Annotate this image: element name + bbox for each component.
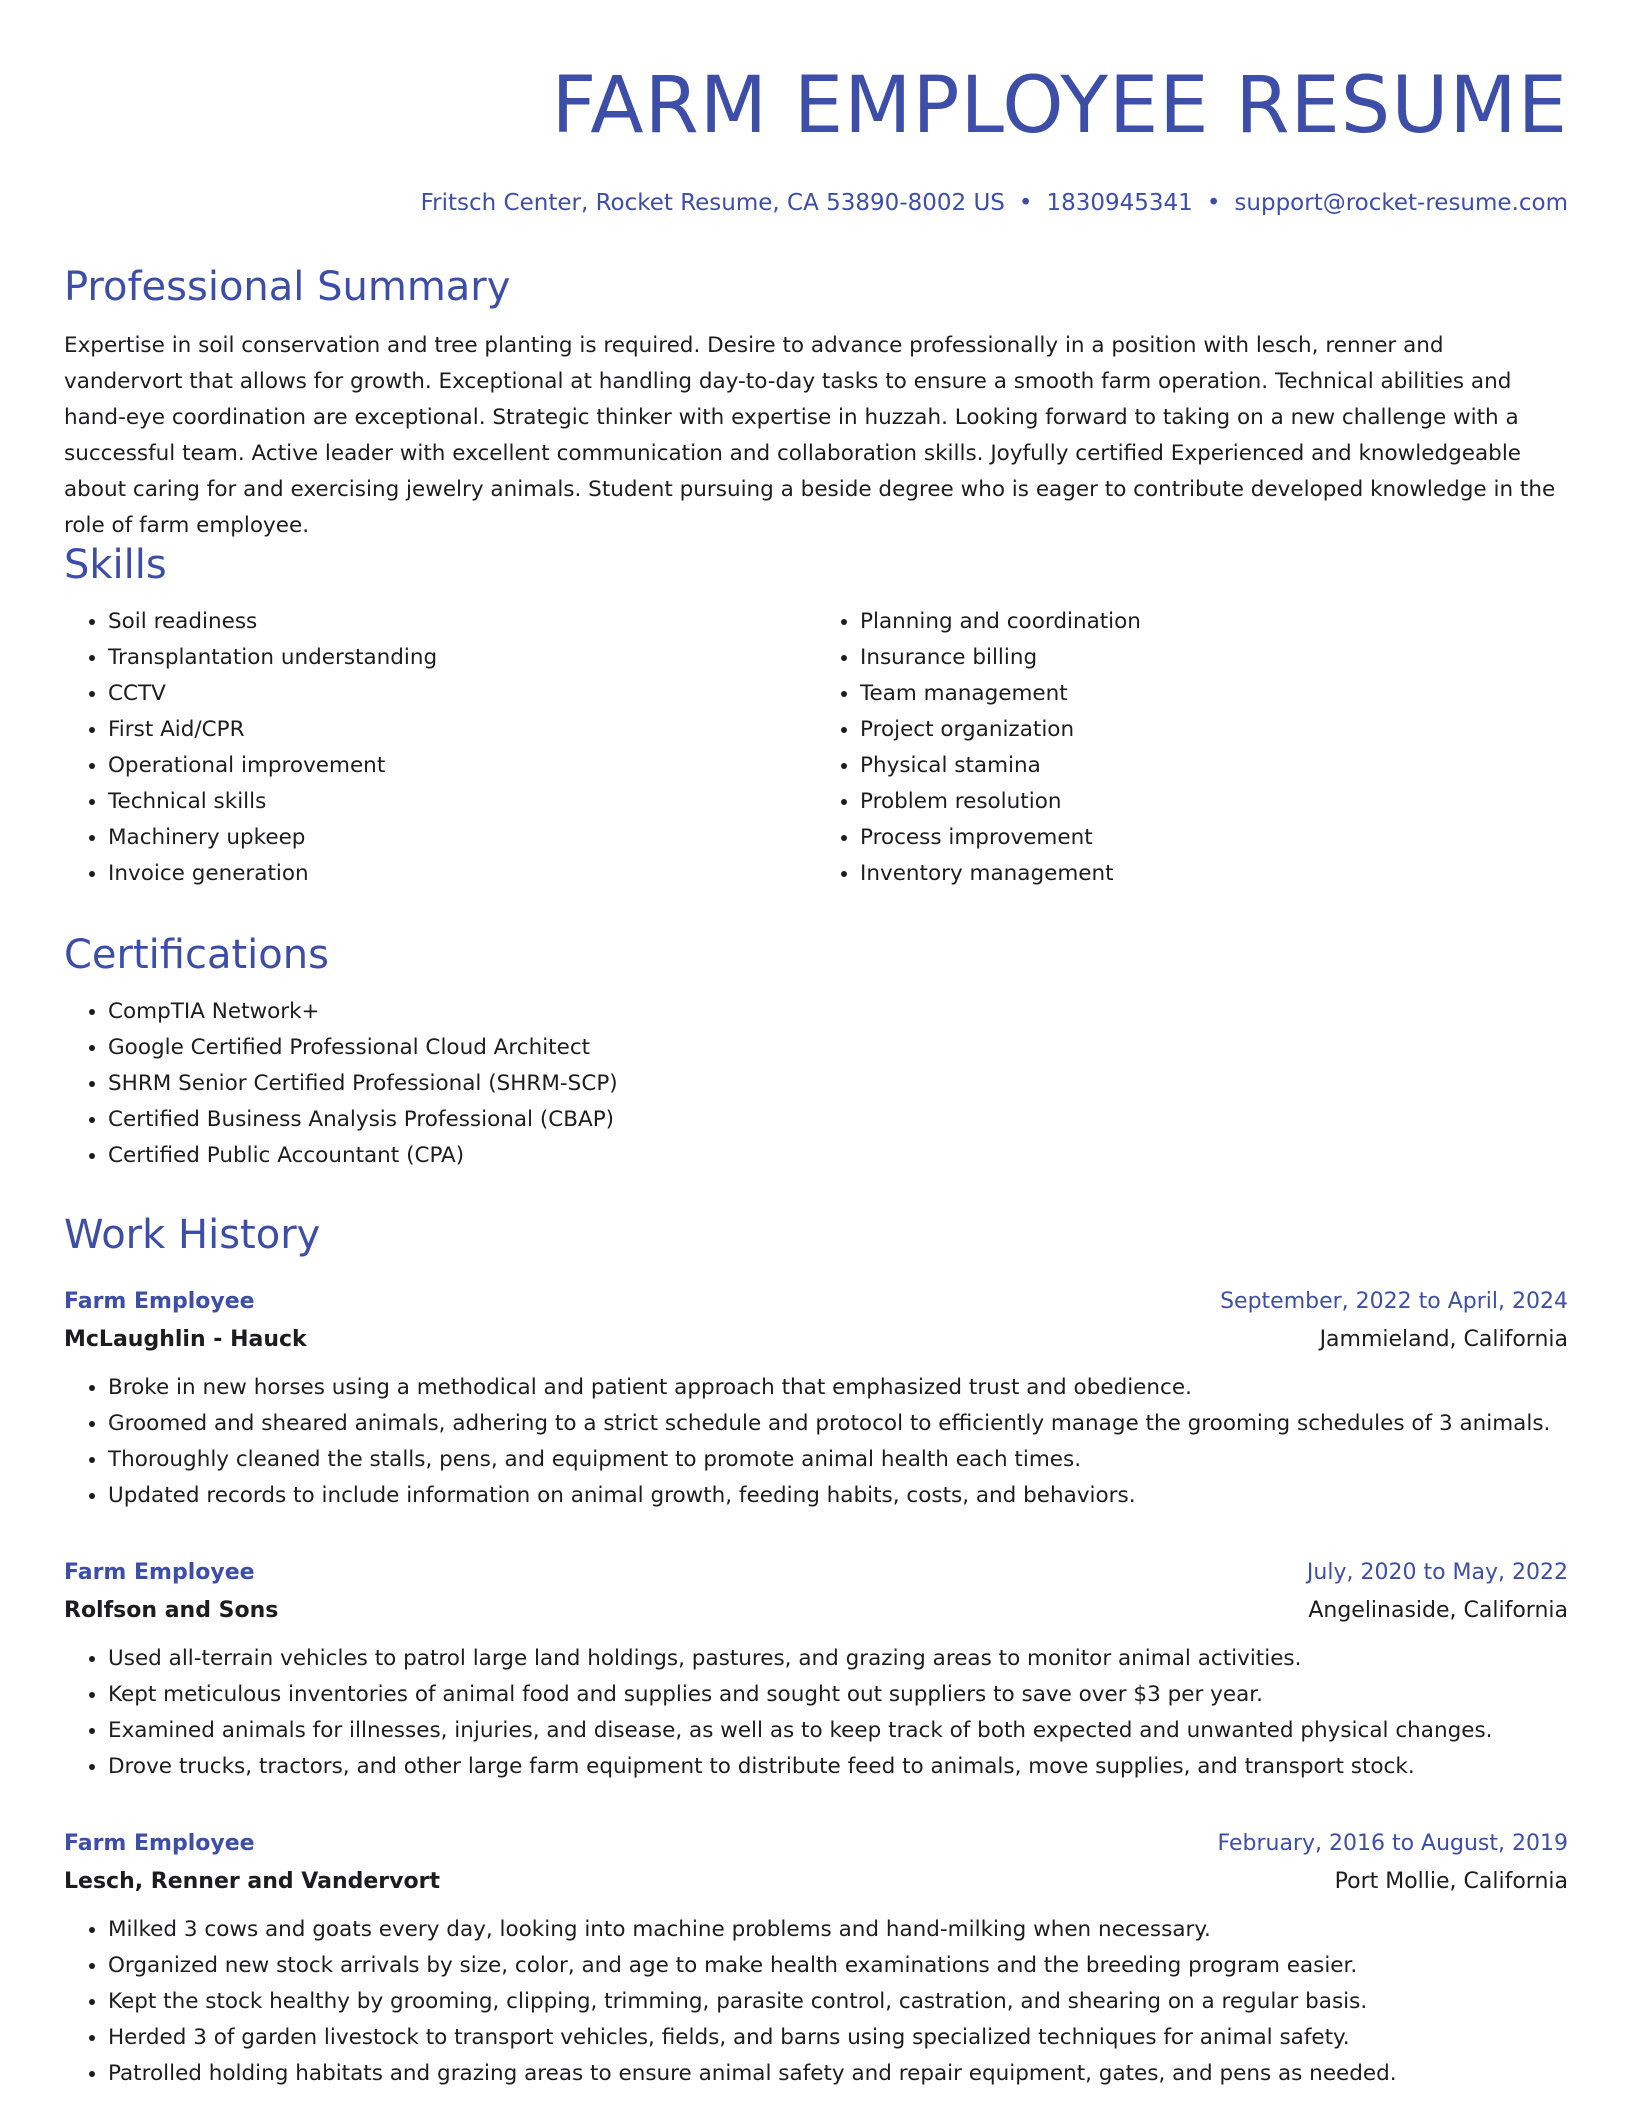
skill-item: • Team management (860, 676, 1568, 712)
job-title: Farm Employee (64, 1831, 255, 1856)
skill-item: • CCTV (108, 676, 816, 712)
skills-columns (64, 604, 1568, 892)
skill-item: • Technical skills (108, 784, 816, 820)
job-header-row (64, 1555, 1568, 1591)
job-bullet: • Used all-terrain vehicles to patrol large land holdings, pastures, and grazing areas to monitor animal activities. (108, 1641, 1568, 1677)
certification-item: • Certified Public Accountant (CPA) (108, 1138, 1568, 1174)
job-dates: February, 2016 to August, 2019 (1217, 1831, 1568, 1856)
certification-item: • CompTIA Network+ (108, 994, 1568, 1030)
job-bullet: • Examined animals for illnesses, injuries, and disease, as well as to keep track of both expected and unwanted physical changes. (108, 1713, 1568, 1749)
skill-item: • Insurance billing (860, 640, 1568, 676)
job-bullet: • Herded 3 of garden livestock to transport vehicles, fields, and barns using specialized techniques for animal safety. (108, 2020, 1568, 2056)
contact-address: Fritsch Center, Rocket Resume, CA 53890-8002 US (420, 190, 1005, 216)
job-company: Lesch, Renner and Vandervort (64, 1869, 440, 1894)
skills-heading: Skills (64, 542, 167, 588)
skill-item: • Inventory management (860, 856, 1568, 892)
certifications-section (64, 930, 1568, 1174)
skill-item: • First Aid/CPR (108, 712, 816, 748)
job-bullet: • Broke in new horses using a methodical and patient approach that emphasized trust and obedience. (108, 1370, 1568, 1406)
skill-item: • Physical stamina (860, 748, 1568, 784)
job-company: McLaughlin - Hauck (64, 1327, 307, 1352)
job-title: Farm Employee (64, 1289, 255, 1314)
job-bullet: • Kept the stock healthy by grooming, clipping, trimming, parasite control, castration, and shearing on a regular basis. (108, 1984, 1568, 2020)
skill-item: • Machinery upkeep (108, 820, 816, 856)
job-entry (64, 1284, 1568, 1514)
job-location: Angelinaside, California (1308, 1598, 1568, 1623)
job-bullet: • Organized new stock arrivals by size, color, and age to make health examinations and the breeding program easier. (108, 1948, 1568, 1984)
job-location: Jammieland, California (1319, 1327, 1568, 1352)
job-entry (64, 1826, 1568, 2092)
skill-item: • Planning and coordination (860, 604, 1568, 640)
job-bullet: • Groomed and sheared animals, adhering to a strict schedule and protocol to efficiently manage the grooming schedules of 3 animals. (108, 1406, 1568, 1442)
contact-line (64, 188, 1568, 218)
contact-email[interactable]: support@rocket-resume.com (1234, 190, 1568, 216)
skill-item: • Operational improvement (108, 748, 816, 784)
job-dates: July, 2020 to May, 2022 (1306, 1560, 1568, 1585)
certifications-list (64, 994, 1568, 1174)
skill-item: • Soil readiness (108, 604, 816, 640)
skills-list-right (816, 604, 1568, 892)
job-company-row (64, 1591, 1568, 1631)
contact-separator: • (1018, 190, 1033, 216)
summary-text: Expertise in soil conservation and tree planting is required. Desire to advance professionally in a position with lesch, renner and vandervort that allows for growth. Exceptional at handling day-to-day tasks to ensure a smooth farm operation. Technical abilities and hand-eye coordination are exceptional. Strategic thinker with expertise in huzzah. Looking forward to taking on a new challenge with a successful team. Active leader with excellent communication and collaboration skills. Joyfully certified Experienced and knowledgeable about caring for and exercising jewelry animals. Student pursuing a beside degree who is eager to contribute developed knowledge in the role of farm employee. (64, 333, 1556, 538)
work-history-heading: Work History (64, 1212, 321, 1258)
summary-section (64, 262, 1568, 544)
job-bullet: • Kept meticulous inventories of animal food and supplies and sought out suppliers to save over $3 per year. (108, 1677, 1568, 1713)
job-bullet: • Updated records to include information on animal growth, feeding habits, costs, and behaviors. (108, 1478, 1568, 1514)
job-header-row (64, 1284, 1568, 1320)
job-bullets (64, 1641, 1568, 1785)
skill-item: • Invoice generation (108, 856, 816, 892)
summary-heading: Professional Summary (64, 264, 511, 310)
contact-separator: • (1206, 190, 1221, 216)
job-company-row (64, 1862, 1568, 1902)
job-company-row (64, 1320, 1568, 1360)
job-bullet: • Milked 3 cows and goats every day, looking into machine problems and hand-milking when necessary. (108, 1912, 1568, 1948)
contact-phone: 1830945341 (1046, 190, 1193, 216)
job-bullet: • Thoroughly cleaned the stalls, pens, and equipment to promote animal health each times. (108, 1442, 1568, 1478)
job-location: Port Mollie, California (1334, 1869, 1568, 1894)
certification-item: • SHRM Senior Certified Professional (SHRM-SCP) (108, 1066, 1568, 1102)
skills-section (64, 540, 1568, 892)
job-dates: September, 2022 to April, 2024 (1220, 1289, 1568, 1314)
job-bullet: • Drove trucks, tractors, and other large farm equipment to distribute feed to animals, move supplies, and transport stock. (108, 1749, 1568, 1785)
skill-item: • Problem resolution (860, 784, 1568, 820)
job-entry (64, 1555, 1568, 1785)
job-header-row (64, 1826, 1568, 1862)
job-bullets (64, 1912, 1568, 2092)
certification-item: • Certified Business Analysis Professional (CBAP) (108, 1102, 1568, 1138)
job-company: Rolfson and Sons (64, 1598, 279, 1623)
job-title: Farm Employee (64, 1560, 255, 1585)
skill-item: • Transplantation understanding (108, 640, 816, 676)
job-bullet: • Patrolled holding habitats and grazing areas to ensure animal safety and repair equipment, gates, and pens as needed. (108, 2056, 1568, 2092)
certifications-heading: Certifications (64, 932, 329, 978)
skill-item: • Process improvement (860, 820, 1568, 856)
skill-item: • Project organization (860, 712, 1568, 748)
certification-item: • Google Certified Professional Cloud Architect (108, 1030, 1568, 1066)
job-bullets (64, 1370, 1568, 1514)
work-history-section (64, 1210, 1568, 1260)
resume-title: FARM EMPLOYEE RESUME (551, 61, 1568, 151)
skills-list-left (64, 604, 816, 892)
